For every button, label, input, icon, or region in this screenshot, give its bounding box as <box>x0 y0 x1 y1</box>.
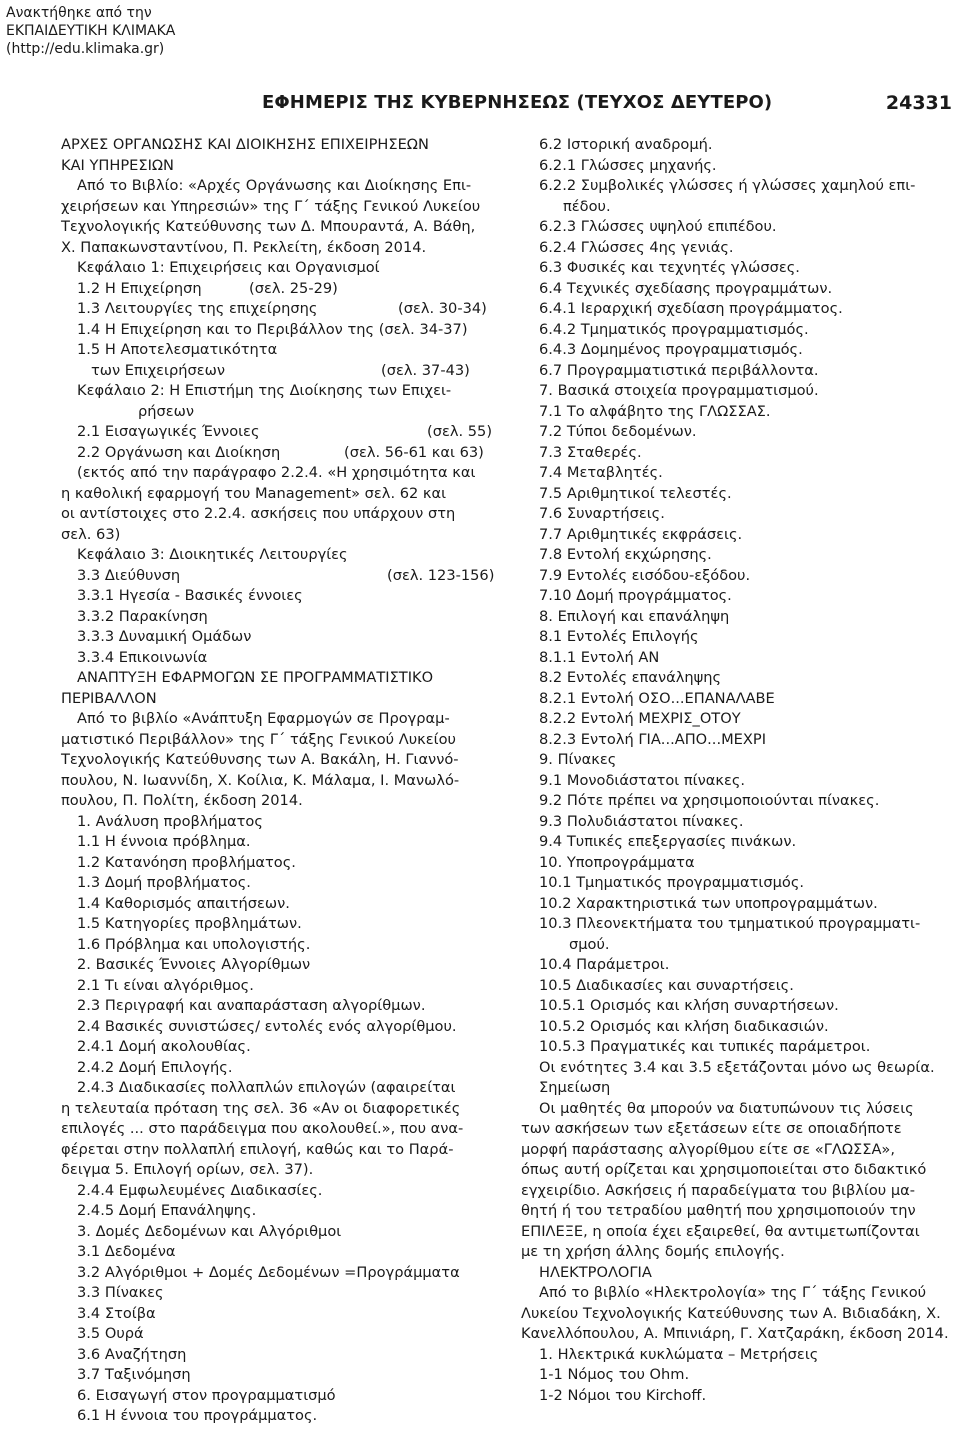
source-line: Ανακτήθηκε από την <box>6 5 152 21</box>
toc-entry: 3.3 Πίνακες <box>77 1284 164 1301</box>
toc-entry-title: των Επιχειρήσεων <box>91 361 226 379</box>
toc-entry: 8.2.2 Εντολή ΜΕΧΡΙΣ_ΟΤΟΥ <box>539 710 741 727</box>
toc-entry: 3.3.2 Παρακίνηση <box>77 607 208 625</box>
toc-entry: 3.3.1 Ηγεσία - Βασικές έννοιες <box>77 587 303 604</box>
toc-entry: 3.3.4 Επικοινωνία <box>77 648 208 666</box>
chapter-heading: Κεφάλαιο 2: Η Επιστήμη της Διοίκησης των Επιχει- <box>77 382 452 399</box>
page-header <box>0 90 960 120</box>
toc-entry: 8.1 Εντολές Επιλογής <box>539 628 699 645</box>
text-line: Κανελλόπουλου, Α. Μπινιάρη, Γ. Χατζαράκη, έκδοση 2014. <box>521 1325 949 1342</box>
toc-entry: 6.4.3 Δομημένος προγραμματισμός. <box>539 341 803 358</box>
toc-entry: 2.4.1 Δομή ακολουθίας. <box>77 1038 251 1055</box>
toc-entry: 1.6 Πρόβλημα και υπολογιστής. <box>77 935 311 953</box>
right-column <box>521 135 960 1406</box>
toc-entry: 6.3 Φυσικές και τεχνητές γλώσσες. <box>539 259 800 276</box>
toc-entry: 3.6 Αναζήτηση <box>77 1345 187 1363</box>
toc-entry: 6.2.1 Γλώσσες μηχανής. <box>539 156 717 174</box>
toc-entry: 6.2.4 Γλώσσες 4ης γενιάς. <box>539 238 734 256</box>
toc-entry: 7.10 Δομή προγράμματος. <box>539 587 732 604</box>
toc-entry: 2.4.5 Δομή Επανάληψης. <box>77 1202 257 1219</box>
section-heading: ΗΛΕΚΤΡΟΛΟΓΙΑ <box>539 1263 652 1281</box>
toc-entry: 7.1 Το αλφάβητο της ΓΛΩΣΣΑΣ. <box>539 402 771 420</box>
section-heading: ΑΝΑΠΤΥΞΗ ΕΦΑΡΜΟΓΩΝ ΣΕ ΠΡΟΓΡΑΜΜΑΤΙΣΤΙΚΟ <box>77 669 434 686</box>
text-line: ΕΠΙΛΕΞΕ, η οποία έχει εξαιρεθεί, θα αντιμετωπίζονται <box>521 1222 920 1240</box>
toc-entry: 2.4.2 Δομή Επιλογής. <box>77 1058 233 1076</box>
toc-entry: 7.4 Μεταβλητές. <box>539 464 663 481</box>
toc-entry: 3.1 Δεδομένα <box>77 1243 176 1260</box>
toc-entry: 7. Βασικά στοιχεία προγραμματισμού. <box>539 382 819 399</box>
toc-entry: 3. Δομές Δεδομένων και Αλγόριθμοι <box>77 1222 342 1240</box>
toc-entry: πέδου. <box>563 197 611 215</box>
toc-entry: 2.4 Βασικές συνιστώσες/ εντολές ενός αλγορίθμου. <box>77 1017 457 1035</box>
text-line: θητή ή του τετραδίου μαθητή που χρησιμοποιούν την <box>521 1202 916 1219</box>
text-line: Από το βιβλίο «Ανάπτυξη Εφαρμογών σε Προγραμ- <box>77 710 450 727</box>
text-line: μορφή παράστασης αλγορίθμου είτε σε «ΓΛΩΣΣΑ», <box>521 1140 895 1158</box>
chapter-heading: Κεφάλαιο 3: Διοικητικές Λειτουργίες <box>77 546 348 563</box>
toc-entry: 9.2 Πότε πρέπει να χρησιμοποιούνται πίνακες. <box>539 792 880 809</box>
toc-page-ref: (σελ. 123-156) <box>387 566 495 584</box>
text-line: ματιστικό Περιβάλλον» της Γ΄ τάξης Γενικού Λυκείου <box>61 730 456 748</box>
source-url[interactable]: (http://edu.klimaka.gr) <box>6 41 165 57</box>
text-line: Από το Βιβλίο: «Αρχές Οργάνωσης και Διοίκησης Επι- <box>77 177 472 194</box>
page-number: 24331 <box>885 92 952 114</box>
source-site-name: ΕΚΠΑΙΔΕΥΤΙΚΗ ΚΛΙΜΑΚΑ <box>6 23 176 39</box>
toc-page-ref: (σελ. 30-34) <box>398 300 487 317</box>
chapter-heading: ρήσεων <box>138 402 195 420</box>
toc-entry: 10.1 Τμηματικός προγραμματισμός. <box>539 874 805 891</box>
toc-entry: 6.2.3 Γλώσσες υψηλού επιπέδου. <box>539 218 777 235</box>
text-line: φέρεται στην πολλαπλή επιλογή, καθώς και το Παρά- <box>61 1140 454 1158</box>
gazette-title: ΕΦΗΜΕΡΙΣ ΤΗΣ ΚΥΒΕΡΝΗΣΕΩΣ (ΤΕΥΧΟΣ ΔΕΥΤΕΡΟ) <box>262 92 773 113</box>
toc-entry: 7.8 Εντολή εκχώρησης. <box>539 546 712 563</box>
toc-entry: 9. Πίνακες <box>539 751 617 768</box>
toc-page-ref: (σελ. 55) <box>427 423 493 440</box>
toc-entry-title: 1.3 Λειτουργίες της επιχείρησης <box>77 300 318 317</box>
text-line: χειρήσεων και Υπηρεσιών» της Γ΄ τάξης Γενικού Λυκείου <box>61 197 481 215</box>
text-line: Χ. Παπακωνσταντίνου, Π. Ρεκλείτη, έκδοση 2014. <box>61 238 427 256</box>
toc-entry <box>61 443 501 464</box>
text-line: η τελευταία πρόταση της σελ. 36 «Αν οι διαφορετικές <box>61 1099 461 1117</box>
toc-entry: 7.3 Σταθερές. <box>539 443 642 461</box>
toc-entry: 1.2 Κατανόηση προβλήματος. <box>77 853 296 871</box>
toc-entry <box>61 566 501 587</box>
toc-entry: 3.3.3 Δυναμική Ομάδων <box>77 628 252 645</box>
toc-entry: 1.5 Κατηγορίες προβλημάτων. <box>77 915 302 932</box>
toc-entry: 7.6 Συναρτήσεις. <box>539 505 665 522</box>
toc-entry: 2.3 Περιγραφή και αναπαράσταση αλγορίθμων. <box>77 997 426 1014</box>
section-heading: ΚΑΙ ΥΠΗΡΕΣΙΩΝ <box>61 156 174 174</box>
toc-entry-title: 2.1 Εισαγωγικές Έννοιες <box>77 423 260 440</box>
toc-entry: 6. Εισαγωγή στον προγραμματισμό <box>77 1386 336 1404</box>
toc-entry: 1. Ανάλυση προβλήματος <box>77 812 263 830</box>
toc-entry <box>61 279 501 300</box>
toc-page-ref: (σελ. 37-43) <box>381 361 470 379</box>
text-line: (εκτός από την παράγραφο 2.2.4. «Η χρησιμότητα και <box>77 464 476 481</box>
toc-entry: 6.4.1 Ιεραρχική σχεδίαση προγράμματος. <box>539 300 843 317</box>
toc-entry: 6.2 Ιστορική αναδρομή. <box>539 136 713 153</box>
text-line: Τεχνολογικής Κατεύθυνσης των Α. Βακάλη, Η. Γιαννό- <box>61 751 459 768</box>
toc-entry: 7.2 Τύποι δεδομένων. <box>539 423 697 440</box>
text-line: των ασκήσεων των εξετάσεων είτε σε οποιαδήποτε <box>521 1120 902 1137</box>
toc-entry: 9.3 Πολυδιάστατοι πίνακες. <box>539 812 744 830</box>
text-line: πουλου, Π. Πολίτη, έκδοση 2014. <box>61 792 303 809</box>
toc-entry: 10.5.3 Πραγματικές και τυπικές παράμετροι. <box>539 1038 871 1055</box>
text-line: με τη χρήση άλλης δομής επιλογής. <box>521 1243 785 1260</box>
toc-entry: 6.7 Προγραμματιστικά περιβάλλοντα. <box>539 361 819 379</box>
toc-entry: 2.4.4 Εμφωλευμένες Διαδικασίες. <box>77 1181 323 1199</box>
toc-entry: 10. Υποπρογράμματα <box>539 853 695 871</box>
toc-entry: 9.1 Μονοδιάστατοι πίνακες. <box>539 771 746 789</box>
toc-entry: 9.4 Τυπικές επεξεργασίες πινάκων. <box>539 833 797 850</box>
section-heading: ΠΕΡΙΒΑΛΛΟΝ <box>61 689 157 707</box>
text-line: εγχειρίδιο. Ασκήσεις ή παραδείγματα του βιβλίου μα- <box>521 1181 916 1199</box>
toc-entry: 1-2 Νόμοι του Kirchoff. <box>539 1386 707 1404</box>
toc-entry: 2.1 Τι είναι αλγόριθμος. <box>77 976 254 994</box>
text-line: 2.4.3 Διαδικασίες πολλαπλών επιλογών (αφαιρείται <box>77 1079 456 1096</box>
toc-entry: 1.5 Η Αποτελεσματικότητα <box>77 341 278 358</box>
toc-entry: 8.2 Εντολές επανάληψης <box>539 669 722 686</box>
toc-entry: σμού. <box>569 935 610 953</box>
toc-entry: 8. Επιλογή και επανάληψη <box>539 607 730 625</box>
text-line: Οι ενότητες 3.4 και 3.5 εξετάζονται μόνο ως θεωρία. <box>539 1058 935 1076</box>
toc-entry: 10.3 Πλεονεκτήματα του τμηματικού προγραμματι- <box>539 915 921 932</box>
toc-entry: 8.1.1 Εντολή ΑΝ <box>539 648 660 666</box>
chapter-heading: Κεφάλαιο 1: Επιχειρήσεις και Οργανισμοί <box>77 259 380 276</box>
section-heading: ΑΡΧΕΣ ΟΡΓΑΝΩΣΗΣ ΚΑΙ ΔΙΟΙΚΗΣΗΣ ΕΠΙΧΕΙΡΗΣΕΩΝ <box>61 136 429 153</box>
text-line: η καθολική εφαρμογή του Management» σελ. 62 και <box>61 484 447 502</box>
note-heading: Σημείωση <box>539 1079 611 1096</box>
toc-entry: 10.5.1 Ορισμός και κλήση συναρτήσεων. <box>539 997 839 1014</box>
toc-entry: 8.2.3 Εντολή ΓΙΑ...ΑΠΟ...ΜΕΧΡΙ <box>539 730 766 748</box>
toc-entry: 10.2 Χαρακτηριστικά των υποπρογραμμάτων. <box>539 894 878 912</box>
toc-entry: 3.2 Αλγόριθμοι + Δομές Δεδομένων =Προγράμματα <box>77 1263 460 1281</box>
source-note <box>6 4 175 58</box>
text-line: Από το βιβλίο «Ηλεκτρολογία» της Γ΄ τάξης Γενικού <box>539 1284 927 1301</box>
toc-page-ref: (σελ. 25-29) <box>249 279 338 297</box>
toc-entry: 7.7 Αριθμητικές εκφράσεις. <box>539 525 743 543</box>
toc-entry: 1. Ηλεκτρικά κυκλώματα – Μετρήσεις <box>539 1345 819 1363</box>
toc-entry: 1.4 Η Επιχείρηση και το Περιβάλλον της (σελ. 34-37) <box>77 320 468 338</box>
toc-entry: 3.5 Ουρά <box>77 1325 144 1342</box>
text-line: Οι μαθητές θα μπορούν να διατυπώνουν τις λύσεις <box>539 1099 914 1117</box>
toc-page-ref: (σελ. 56-61 και 63) <box>344 443 484 461</box>
toc-entry: 1-1 Νόμος του Ohm. <box>539 1366 690 1383</box>
text-line: όπως αυτή ορίζεται και χρησιμοποιείται στο διδακτικό <box>521 1161 927 1178</box>
toc-entry-title: 1.2 Η Επιχείρηση <box>77 279 202 297</box>
toc-entry: 1.3 Δομή προβλήματος. <box>77 874 251 891</box>
toc-entry <box>61 299 501 320</box>
left-column <box>61 135 501 1427</box>
toc-entry: 6.2.2 Συμβολικές γλώσσες ή γλώσσες χαμηλού επι- <box>539 177 916 194</box>
toc-entry: 6.4 Τεχνικές σχεδίασης προγραμμάτων. <box>539 279 833 297</box>
text-line: πουλου, Ν. Ιωαννίδη, Χ. Κοίλια, Κ. Μάλαμα, Ι. Μανωλό- <box>61 771 460 789</box>
toc-entry: 3.4 Στοίβα <box>77 1304 156 1322</box>
toc-entry <box>61 361 501 382</box>
toc-entry: 8.2.1 Εντολή ΟΣΟ...ΕΠΑΝΑΛΑΒΕ <box>539 689 775 707</box>
toc-entry: 7.9 Εντολές εισόδου-εξόδου. <box>539 566 751 584</box>
toc-entry: 2. Βασικές Έννοιες Αλγορίθμων <box>77 956 311 973</box>
toc-entry: 10.5.2 Ορισμός και κλήση διαδικασιών. <box>539 1017 829 1035</box>
text-line: σελ. 63) <box>61 525 121 543</box>
toc-entry: 1.1 Η έννοια πρόβλημα. <box>77 833 251 850</box>
toc-entry: 7.5 Αριθμητικοί τελεστές. <box>539 484 732 502</box>
toc-entry <box>61 422 501 443</box>
text-line: επιλογές ... στο παράδειγμα που ακολουθεί.», που ανα- <box>61 1120 464 1137</box>
text-line: Τεχνολογικής Κατεύθυνσης των Δ. Μπουραντά, Α. Βάθη, <box>61 218 476 235</box>
toc-entry: 1.4 Καθορισμός απαιτήσεων. <box>77 894 290 912</box>
toc-entry: 3.7 Ταξινόμηση <box>77 1366 191 1383</box>
toc-entry: 6.1 Η έννοια του προγράμματος. <box>77 1407 318 1424</box>
toc-entry: 10.4 Παράμετροι. <box>539 956 670 973</box>
toc-entry-title: 3.3 Διεύθυνση <box>77 566 181 584</box>
text-line: οι αντίστοιχες στο 2.2.4. ασκήσεις που υπάρχουν στη <box>61 505 456 522</box>
text-line: δειγμα 5. Επιλογή ορίων, σελ. 37). <box>61 1161 314 1178</box>
toc-entry: 10.5 Διαδικασίες και συναρτήσεις. <box>539 976 794 994</box>
toc-entry: 6.4.2 Τμηματικός προγραμματισμός. <box>539 320 809 338</box>
toc-entry-title: 2.2 Οργάνωση και Διοίκηση <box>77 443 281 461</box>
text-line: Λυκείου Τεχνολογικής Κατεύθυνσης των Α. Βιδιαδάκη, Χ. <box>521 1304 941 1322</box>
